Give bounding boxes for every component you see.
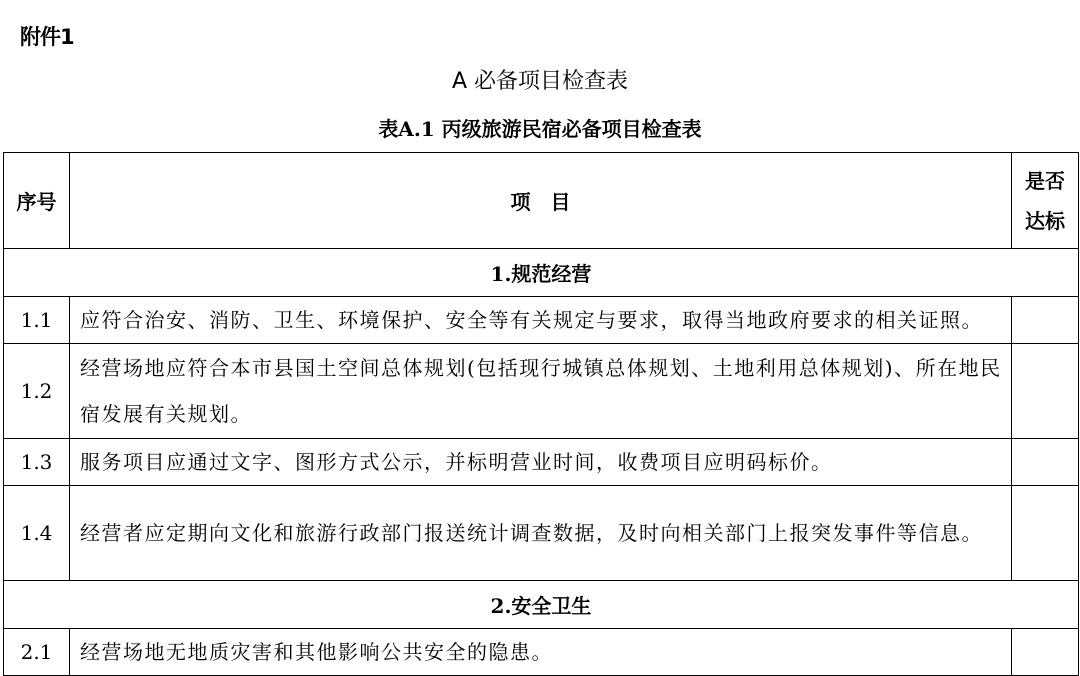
header-compliant: [1012, 153, 1079, 249]
compliant-cell[interactable]: [1012, 344, 1079, 439]
checklist-table: [3, 152, 1079, 676]
section-row: [4, 249, 1079, 297]
table-row: [4, 629, 1079, 676]
table-row: [4, 344, 1079, 439]
row-text: 服务项目应通过文字、图形方式公示，并标明营业时间，收费项目应明码标价。: [70, 439, 1012, 486]
section-row: [4, 581, 1079, 629]
row-text: 经营者应定期向文化和旅游行政部门报送统计调查数据，及时向相关部门上报突发事件等信息。: [70, 486, 1012, 581]
row-number: 1.3: [4, 439, 70, 486]
row-number: 1.4: [4, 486, 70, 581]
table-row: [4, 486, 1079, 581]
row-number: 2.1: [4, 629, 70, 676]
row-number: 1.2: [4, 344, 70, 439]
header-number: 序号: [4, 153, 70, 249]
section-title: 1.规范经营: [4, 249, 1079, 297]
row-text: 经营场地无地质灾害和其他影响公共安全的隐患。: [70, 629, 1012, 676]
section-title: 2.安全卫生: [4, 581, 1079, 629]
compliant-cell[interactable]: [1012, 629, 1079, 676]
header-compliant-line2: 达标: [1025, 208, 1065, 233]
compliant-cell[interactable]: [1012, 439, 1079, 486]
compliant-cell[interactable]: [1012, 486, 1079, 581]
table-row: [4, 439, 1079, 486]
table-header-row: [4, 153, 1079, 249]
header-compliant-line1: 是否: [1025, 168, 1065, 193]
compliant-cell[interactable]: [1012, 297, 1079, 344]
row-number: 1.1: [4, 297, 70, 344]
table-caption: 表A.1 丙级旅游民宿必备项目检查表: [378, 117, 702, 141]
row-text: 应符合治安、消防、卫生、环境保护、安全等有关规定与要求，取得当地政府要求的相关证照。: [70, 297, 1012, 344]
document-title: A 必备项目检查表: [451, 69, 629, 94]
row-text: 经营场地应符合本市县国土空间总体规划(包括现行城镇总体规划、土地利用总体规划)、所在地民宿发展有关规划。: [70, 344, 1012, 439]
table-row: [4, 297, 1079, 344]
header-item: 项 目: [70, 153, 1012, 249]
attachment-label: 附件1: [20, 25, 74, 49]
